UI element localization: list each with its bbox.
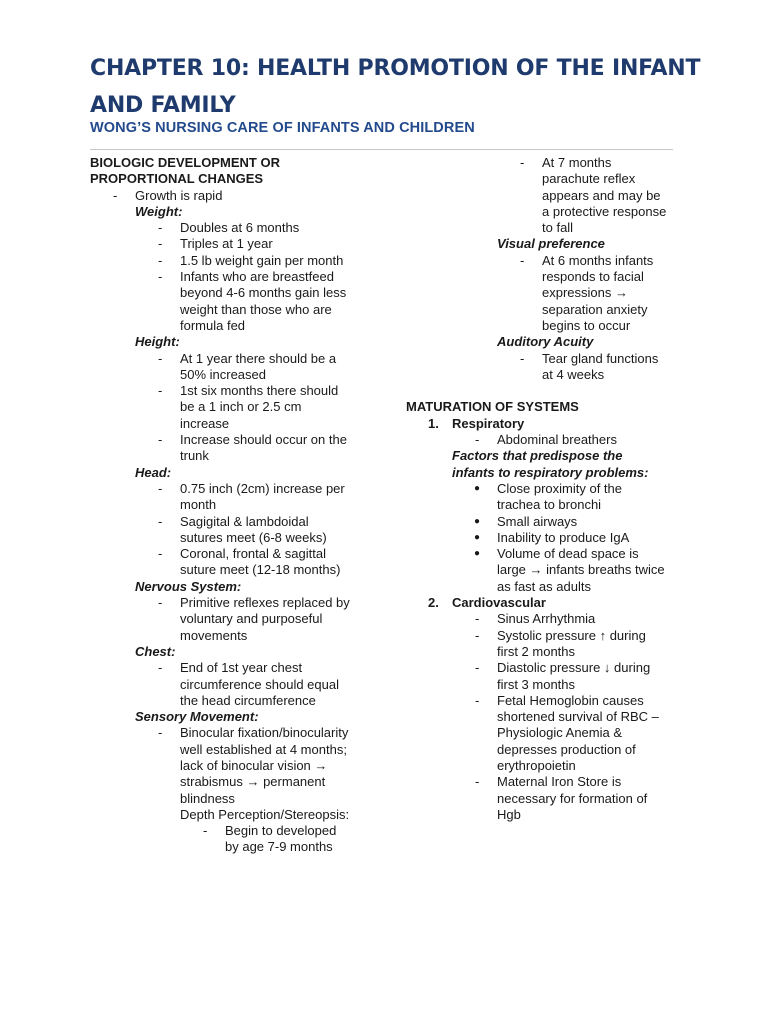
dash-marker: -	[158, 595, 163, 611]
list-item-text: month	[180, 497, 217, 513]
height-list	[90, 351, 380, 465]
list-item-text: as fast as adults	[497, 578, 591, 594]
list-item-line	[90, 367, 380, 383]
chest-label: Chest:	[135, 643, 176, 659]
list-item-text: Close proximity of the	[497, 480, 622, 496]
list-item-text: necessary for formation of	[497, 790, 648, 806]
cardiovascular-heading	[406, 595, 686, 611]
dash-marker: -	[475, 627, 480, 643]
height-label: Height:	[135, 334, 180, 350]
list-item-text: Fetal Hemoglobin causes	[497, 692, 644, 708]
dash-marker: -	[475, 660, 480, 676]
chest-list	[90, 660, 380, 709]
dash-marker: -	[203, 823, 208, 839]
sensory-movement-list	[90, 725, 380, 806]
list-item-line	[406, 188, 686, 204]
list-item-text: first 3 months	[497, 676, 576, 692]
list-item-line	[406, 220, 686, 236]
list-item-line	[90, 269, 380, 285]
list-item-text: Begin to developed	[225, 823, 337, 839]
dash-marker: -	[158, 269, 163, 285]
list-item-text: Small airways	[497, 513, 578, 529]
list-item-text: Coronal, frontal & sagittal	[180, 546, 326, 562]
list-item-text: Primitive reflexes replaced by	[180, 595, 350, 611]
list-item-text: erythropoietin	[497, 757, 576, 773]
dash-marker: -	[520, 155, 525, 170]
list-item-text: Systolic pressure ↑ during	[497, 627, 646, 643]
list-item-text: Binocular fixation/binocularity	[180, 725, 349, 741]
bullet-marker: ●	[474, 482, 481, 494]
factors-heading-2: infants to respiratory problems:	[452, 464, 649, 480]
list-item-line	[406, 774, 686, 790]
list-item-text: 50% increased	[180, 366, 266, 382]
dash-marker: -	[158, 252, 163, 268]
list-item-line	[406, 481, 686, 497]
list-item-text: 1.5 lb weight gain per month	[180, 252, 344, 268]
weight-label: Weight:	[135, 203, 183, 219]
list-item-line	[406, 367, 686, 383]
list-item-line	[406, 611, 686, 627]
list-item-line	[406, 677, 686, 693]
bullet-marker: ●	[474, 531, 481, 543]
list-item-text: 1st six months there should	[180, 383, 339, 399]
head-label: Head:	[135, 464, 172, 480]
list-item-text: Diastolic pressure ↓ during	[497, 660, 651, 676]
dash-marker: -	[158, 432, 163, 448]
list-item-line	[90, 758, 380, 774]
growth-text: Growth is rapid	[135, 187, 223, 203]
list-item-line	[90, 693, 380, 709]
list-item-text: shortened survival of RBC –	[497, 709, 659, 725]
list-item-line	[406, 497, 686, 513]
title-line-2: AND FAMILY	[90, 93, 236, 118]
list-item-text: Infants who are breastfeed	[180, 269, 334, 285]
respiratory-factors-list	[406, 481, 686, 595]
list-item-text: circumference should equal	[180, 676, 339, 692]
list-item-text: At 6 months infants	[542, 252, 654, 268]
respiratory-label: Respiratory	[452, 415, 525, 431]
list-item-line	[90, 774, 380, 790]
list-item-line	[406, 693, 686, 709]
factors-heading-1: Factors that predispose the	[452, 448, 623, 464]
list-item-text: Volume of dead space is	[497, 546, 639, 562]
list-item-line	[90, 220, 380, 236]
dash-marker: -	[158, 220, 163, 236]
list-item-line	[90, 351, 380, 367]
section-heading-maturation: MATURATION OF SYSTEMS	[406, 399, 579, 415]
dash-marker: -	[158, 350, 163, 366]
visual-preference-list	[406, 253, 686, 334]
list-item-line	[90, 562, 380, 578]
dash-marker: -	[158, 513, 163, 529]
list-item-line	[90, 383, 380, 399]
list-item-text: expressions →	[542, 285, 628, 301]
right-column	[406, 155, 686, 823]
auditory-acuity-list	[406, 351, 686, 384]
list-item-text: sutures meet (6-8 weeks)	[180, 529, 327, 545]
list-item-text: Sinus Arrhythmia	[497, 611, 596, 627]
list-item-line	[406, 269, 686, 285]
list-item-line	[90, 285, 380, 301]
title-line-1: CHAPTER 10: HEALTH PROMOTION OF THE INFANT	[90, 56, 701, 81]
list-item-line	[406, 628, 686, 644]
list-number: 1.	[428, 415, 439, 431]
page-subtitle: WONG’S NURSING CARE OF INFANTS AND CHILDREN	[90, 120, 475, 136]
list-item-text: strabismus → permanent	[180, 774, 326, 790]
list-item-line	[406, 725, 686, 741]
list-item-text: Increase should occur on the	[180, 432, 347, 448]
section-heading-biologic-1: BIOLOGIC DEVELOPMENT OR	[90, 155, 280, 170]
head-list	[90, 481, 380, 579]
dash-marker: -	[158, 725, 163, 741]
list-item-line	[406, 742, 686, 758]
list-item-text: by age 7-9 months	[225, 839, 333, 855]
list-item-line	[90, 514, 380, 530]
auditory-acuity-label: Auditory Acuity	[497, 334, 594, 350]
list-item-text: At 1 year there should be a	[180, 350, 337, 366]
list-item-text: be a 1 inch or 2.5 cm	[180, 399, 302, 415]
list-item-text: beyond 4-6 months gain less	[180, 285, 347, 301]
respiratory-list	[406, 432, 686, 448]
cardiovascular-list	[406, 611, 686, 823]
spacer	[406, 383, 686, 399]
list-item-text: begins to occur	[542, 317, 631, 333]
list-item-text: blindness	[180, 790, 235, 806]
weight-list	[90, 220, 380, 334]
list-item-text: at 4 weeks	[542, 366, 605, 382]
list-item-line	[406, 530, 686, 546]
list-item-text: Abdominal breathers	[497, 432, 617, 448]
list-item-text: depresses production of	[497, 741, 636, 757]
dash-marker: -	[158, 546, 163, 562]
list-item-line	[406, 204, 686, 220]
list-item-text: parachute reflex	[542, 171, 636, 187]
list-item-line	[406, 155, 686, 171]
list-item-text: weight than those who are	[180, 301, 332, 317]
section-heading-biologic-2: PROPORTIONAL CHANGES	[90, 171, 264, 187]
list-item-text: large → infants breaths twice	[497, 562, 665, 578]
depth-perception-list	[90, 823, 380, 856]
list-item-line	[90, 253, 380, 269]
list-item-line	[406, 579, 686, 595]
list-item-text: Tear gland functions	[542, 350, 659, 366]
list-item-text: movements	[180, 627, 248, 643]
list-item-text: first 2 months	[497, 643, 576, 659]
list-item-text: Sagigital & lambdoidal	[180, 513, 309, 529]
list-number: 2.	[428, 595, 439, 611]
list-item-line	[406, 351, 686, 367]
list-item-text: End of 1st year chest	[180, 660, 303, 676]
list-item-line	[90, 399, 380, 415]
list-item-line	[90, 677, 380, 693]
list-item-text: 0.75 inch (2cm) increase per	[180, 480, 345, 496]
list-item-text: increase	[180, 415, 230, 431]
list-item-text: Maternal Iron Store is	[497, 774, 622, 790]
dash-marker: -	[520, 350, 525, 366]
list-item-line	[90, 611, 380, 627]
respiratory-heading	[406, 416, 686, 432]
visual-preference-label: Visual preference	[497, 236, 605, 252]
list-item-line	[406, 546, 686, 562]
list-item-text: Inability to produce IgA	[497, 529, 630, 545]
list-item-line	[406, 562, 686, 578]
list-item-line	[90, 236, 380, 252]
list-item-text: trachea to bronchi	[497, 497, 602, 513]
list-item-line	[90, 595, 380, 611]
dash-marker: -	[520, 252, 525, 268]
list-item-text: Triples at 1 year	[180, 236, 273, 252]
list-item-line	[406, 709, 686, 725]
list-item-text: Physiologic Anemia &	[497, 725, 623, 741]
bullet-marker: ●	[474, 548, 481, 560]
dash-marker: -	[475, 692, 480, 708]
page-title	[90, 50, 710, 124]
list-item-text: the head circumference	[180, 692, 316, 708]
list-item-line	[406, 791, 686, 807]
list-item-text: separation anxiety	[542, 301, 648, 317]
list-item-line	[90, 497, 380, 513]
list-item-text: well established at 4 months;	[180, 741, 347, 757]
list-item-line	[90, 448, 380, 464]
list-item-text: Doubles at 6 months	[180, 220, 300, 236]
nervous-system-list	[90, 595, 380, 644]
bullet-marker: ●	[474, 515, 481, 527]
list-item-text: At 7 months	[542, 155, 612, 170]
list-item-line	[406, 644, 686, 660]
list-item-text: suture meet (12-18 months)	[180, 562, 341, 578]
dash-marker: -	[158, 660, 163, 676]
dash-marker: -	[475, 774, 480, 790]
list-item-line	[406, 758, 686, 774]
list-item-line	[90, 660, 380, 676]
dash-marker: -	[475, 432, 480, 448]
list-item-line	[406, 285, 686, 301]
list-item-text: formula fed	[180, 317, 246, 333]
sensory-movement-label: Sensory Movement:	[135, 709, 259, 725]
list-item-line	[406, 171, 686, 187]
list-item-text: trunk	[180, 448, 209, 464]
left-column	[90, 155, 380, 856]
list-item-line	[90, 546, 380, 562]
list-item-line	[406, 432, 686, 448]
nervous-system-label: Nervous System:	[135, 578, 242, 594]
list-item-text: responds to facial	[542, 269, 644, 285]
list-item-text: lack of binocular vision →	[180, 757, 328, 773]
list-item-text: a protective response	[542, 203, 667, 219]
cardiovascular-label: Cardiovascular	[452, 595, 546, 611]
list-item-line	[90, 839, 380, 855]
list-item-line	[406, 253, 686, 269]
list-item-line	[90, 432, 380, 448]
list-item-line	[90, 318, 380, 334]
list-item-line	[90, 725, 380, 741]
list-item-line	[406, 318, 686, 334]
list-item-line	[90, 481, 380, 497]
list-item-line	[90, 416, 380, 432]
header-divider	[90, 149, 673, 150]
list-item-text: voluntary and purposeful	[180, 611, 323, 627]
list-item-line	[406, 302, 686, 318]
list-item-line	[90, 742, 380, 758]
list-item-line	[90, 823, 380, 839]
list-item-line	[406, 807, 686, 823]
list-item-line	[90, 530, 380, 546]
growth-item	[90, 188, 380, 204]
dash-marker: -	[113, 187, 118, 203]
parachute-reflex-list	[406, 155, 686, 236]
list-item-text: appears and may be	[542, 187, 661, 203]
dash-marker: -	[158, 383, 163, 399]
depth-perception-label: Depth Perception/Stereopsis:	[180, 806, 350, 822]
list-item-text: to fall	[542, 220, 574, 236]
dash-marker: -	[158, 236, 163, 252]
list-item-line	[406, 514, 686, 530]
list-item-line	[90, 302, 380, 318]
list-item-text: Hgb	[497, 806, 521, 822]
dash-marker: -	[158, 480, 163, 496]
list-item-line	[406, 660, 686, 676]
list-item-line	[90, 628, 380, 644]
dash-marker: -	[475, 611, 480, 627]
list-item-line	[90, 791, 380, 807]
